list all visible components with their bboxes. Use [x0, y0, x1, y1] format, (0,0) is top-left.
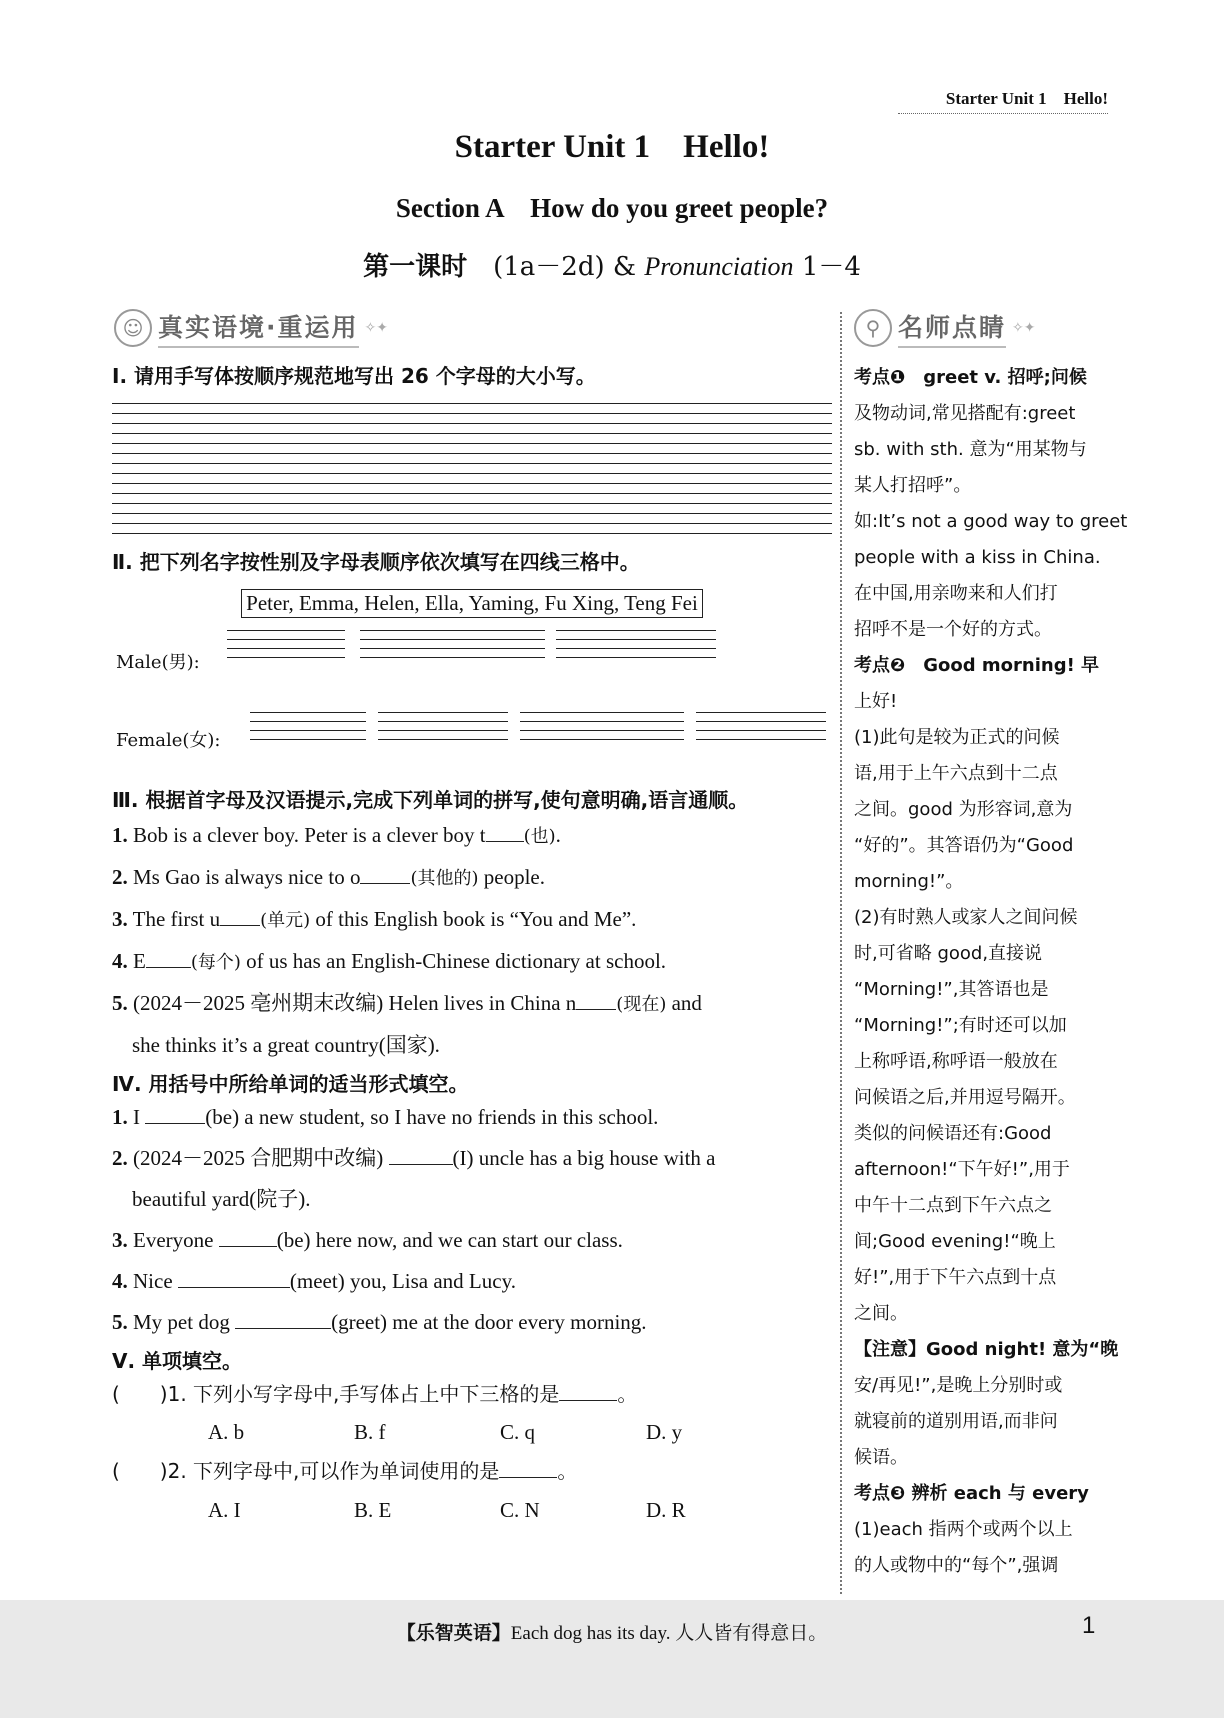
- lesson-number: 1－4: [793, 252, 861, 282]
- column-divider: [840, 312, 842, 1594]
- tip-line: “Morning!”,其答语也是: [854, 979, 1049, 1000]
- sparkle-icon: ✧✦: [1012, 320, 1036, 336]
- tip-line: (1)此句是较为正式的问候: [854, 727, 1060, 748]
- list-item: 3. Everyone (be) here now, and we can start our class.: [112, 1228, 623, 1252]
- section-3-heading: Ⅲ. 根据首字母及汉语提示,完成下列单词的拼写,使句意明确,语言通顺。: [112, 788, 749, 812]
- answer-blank[interactable]: [389, 1146, 453, 1165]
- tip-line: afternoon!“下午好!”,用于: [854, 1159, 1070, 1180]
- section-title: Section A How do you greet people?: [395, 193, 829, 223]
- answer-blank[interactable]: [219, 1228, 277, 1247]
- option-c[interactable]: C. q: [500, 1420, 536, 1444]
- list-item: 3. The first u (单元) of this English book is “You and Me”.: [112, 907, 637, 931]
- tip-line: 类似的问候语还有:Good: [854, 1123, 1052, 1144]
- tips-banner-title: 名师点睛: [898, 308, 1006, 348]
- practice-banner: [114, 308, 388, 348]
- list-item: 5. (2024－2025 亳州期末改编) Helen lives in China n (现在) and: [112, 991, 702, 1015]
- option-d[interactable]: D. R: [646, 1498, 686, 1522]
- tip-line: 在中国,用亲吻来和人们打: [854, 583, 1058, 604]
- male-grid-3[interactable]: [556, 630, 716, 666]
- unit-title: Starter Unit 1 Hello!: [454, 129, 770, 165]
- mc-question-1: ( )1. 下列小写字母中,手写体占上中下三格的是 。: [112, 1382, 638, 1406]
- lesson-pronunciation: Pronunciation: [644, 252, 794, 281]
- option-b[interactable]: B. E: [354, 1498, 392, 1522]
- tip-line: 问候语之后,并用逗号隔开。: [854, 1087, 1076, 1108]
- exercise-column: [112, 360, 832, 1528]
- section-3-items: [112, 815, 832, 1066]
- tip-line: “Morning!”;有时还可以加: [854, 1015, 1067, 1036]
- tip-line: (1)each 指两个或两个以上: [854, 1519, 1073, 1540]
- person-icon: ☺: [114, 309, 152, 347]
- running-header: Starter Unit 1 Hello!: [898, 84, 1108, 114]
- tip-line: (2)有时熟人或家人之间问候: [854, 907, 1078, 928]
- lesson-title: [0, 246, 1224, 283]
- answer-blank: [499, 1459, 557, 1478]
- tips-banner: [854, 308, 1035, 348]
- tip-line: 上称呼语,称呼语一般放在: [854, 1051, 1058, 1072]
- tip-line: 好!”,用于下午六点到十点: [854, 1267, 1057, 1288]
- list-item: 2. Ms Gao is always nice to o (其他的) people.: [112, 865, 545, 889]
- mc-question-2: ( )2. 下列字母中,可以作为单词使用的是 。: [112, 1459, 578, 1483]
- tip-line: 之间。good 为形容词,意为: [854, 799, 1073, 820]
- tip-line: 就寝前的道别用语,而非问: [854, 1411, 1058, 1432]
- list-item: 4. Nice (meet) you, Lisa and Lucy.: [112, 1269, 516, 1293]
- tip-line: 的人或物中的“每个”,强调: [854, 1555, 1059, 1576]
- answer-blank[interactable]: [178, 1269, 290, 1288]
- female-grid-1[interactable]: [250, 712, 366, 748]
- male-grid-2[interactable]: [360, 630, 545, 666]
- book-search-icon: ⚲: [854, 309, 892, 347]
- lesson-label: 第一课时: [363, 252, 468, 282]
- answer-blank[interactable]: [220, 907, 260, 926]
- tip-line: 间;Good evening!“晚上: [854, 1231, 1056, 1252]
- tip-line: people with a kiss in China.: [854, 547, 1101, 568]
- sparkle-icon: ✧✦: [364, 320, 388, 336]
- section-2-heading: Ⅱ. 把下列名字按性别及字母表顺序依次填写在四线三格中。: [112, 550, 640, 574]
- tip-line: 招呼不是一个好的方式。: [854, 619, 1052, 640]
- section-4-items: [112, 1097, 832, 1343]
- list-item: 4. E (每个) of us has an English-Chinese dictionary at school.: [112, 949, 667, 973]
- option-b[interactable]: B. f: [354, 1420, 386, 1444]
- female-row: [112, 698, 832, 778]
- handwriting-lines[interactable]: [112, 403, 832, 534]
- option-c[interactable]: C. N: [500, 1498, 540, 1522]
- tip-line: 时,可省略 good,直接说: [854, 943, 1043, 964]
- female-grid-3[interactable]: [520, 712, 684, 748]
- tip-line: 上好!: [854, 691, 898, 712]
- tip-line: 安/再见!”,是晚上分别时或: [854, 1375, 1063, 1396]
- option-a[interactable]: A. I: [208, 1498, 241, 1522]
- tip-line: 某人打招呼”。: [854, 475, 972, 496]
- option-a[interactable]: A. b: [208, 1420, 245, 1444]
- tip-line: 之间。: [854, 1303, 908, 1324]
- tip-line: morning!”。: [854, 871, 964, 892]
- tip-line: 中午十二点到下午六点之: [854, 1195, 1052, 1216]
- tip-line: 考点❶ greet v. 招呼;问候: [854, 367, 1087, 388]
- section-4-heading: Ⅳ. 用括号中所给单词的适当形式填空。: [112, 1072, 469, 1096]
- footer-text: [0, 1618, 1224, 1645]
- tip-line: 如:It’s not a good way to greet: [854, 511, 1128, 532]
- tip-line: 及物动词,常见搭配有:greet: [854, 403, 1076, 424]
- answer-blank[interactable]: [145, 1105, 205, 1124]
- section-1-heading: Ⅰ. 请用手写体按顺序规范地写出 26 个字母的大小写。: [112, 364, 596, 388]
- tip-line: “好的”。其答语仍为“Good: [854, 835, 1074, 856]
- lesson-range: (1a－2d) &: [493, 252, 645, 282]
- female-grid-4[interactable]: [696, 712, 826, 748]
- tips-column: [854, 360, 1128, 1584]
- names-box: Peter, Emma, Helen, Ella, Yaming, Fu Xing, Teng Fei: [241, 589, 703, 618]
- answer-bracket[interactable]: ( ): [112, 1382, 168, 1406]
- names-box-row: [112, 589, 832, 618]
- footer-brand: 【乐智英语】: [396, 1622, 511, 1644]
- answer-blank[interactable]: [235, 1310, 331, 1329]
- tip-line: 【注意】Good night! 意为“晚: [854, 1339, 1119, 1360]
- answer-bracket[interactable]: ( ): [112, 1459, 168, 1483]
- answer-blank[interactable]: [576, 991, 616, 1010]
- tip-line: 语,用于上午六点到十二点: [854, 763, 1058, 784]
- footer: [0, 1600, 1224, 1718]
- male-row: [112, 620, 832, 698]
- answer-blank: [559, 1382, 617, 1401]
- female-label: Female(女):: [116, 730, 221, 751]
- answer-blank[interactable]: [146, 949, 191, 968]
- list-item: 5. My pet dog (greet) me at the door every morning.: [112, 1310, 647, 1334]
- section-5-items: [112, 1374, 832, 1528]
- list-item: 2. (2024－2025 合肥期中改编) (I) uncle has a big house with a: [112, 1146, 716, 1170]
- footer-motto: Each dog has its day. 人人皆有得意日。: [510, 1623, 828, 1644]
- male-grid-1[interactable]: [227, 630, 345, 666]
- list-item-continued: she thinks it’s a great country(国家).: [132, 1033, 440, 1057]
- female-grid-2[interactable]: [378, 712, 508, 748]
- mc-options-2: [112, 1492, 832, 1528]
- tip-line: 候语。: [854, 1447, 908, 1468]
- answer-blank[interactable]: [360, 865, 410, 884]
- page-number: 1: [1082, 1612, 1096, 1639]
- mc-options-1: [112, 1414, 832, 1450]
- list-item-continued: beautiful yard(院子).: [132, 1187, 311, 1211]
- tip-line: sb. with sth. 意为“用某物与: [854, 439, 1087, 460]
- list-item: 1. Bob is a clever boy. Peter is a clever boy t (也).: [112, 823, 561, 847]
- answer-blank[interactable]: [486, 823, 524, 842]
- section-5-heading: Ⅴ. 单项填空。: [112, 1349, 243, 1373]
- option-d[interactable]: D. y: [646, 1420, 683, 1444]
- list-item: 1. I (be) a new student, so I have no friends in this school.: [112, 1105, 659, 1129]
- male-label: Male(男):: [116, 652, 200, 673]
- tip-line: 考点❷ Good morning! 早: [854, 655, 1100, 676]
- tip-line: 考点❸ 辨析 each 与 every: [854, 1483, 1089, 1504]
- practice-banner-title: 真实语境·重运用: [158, 308, 359, 348]
